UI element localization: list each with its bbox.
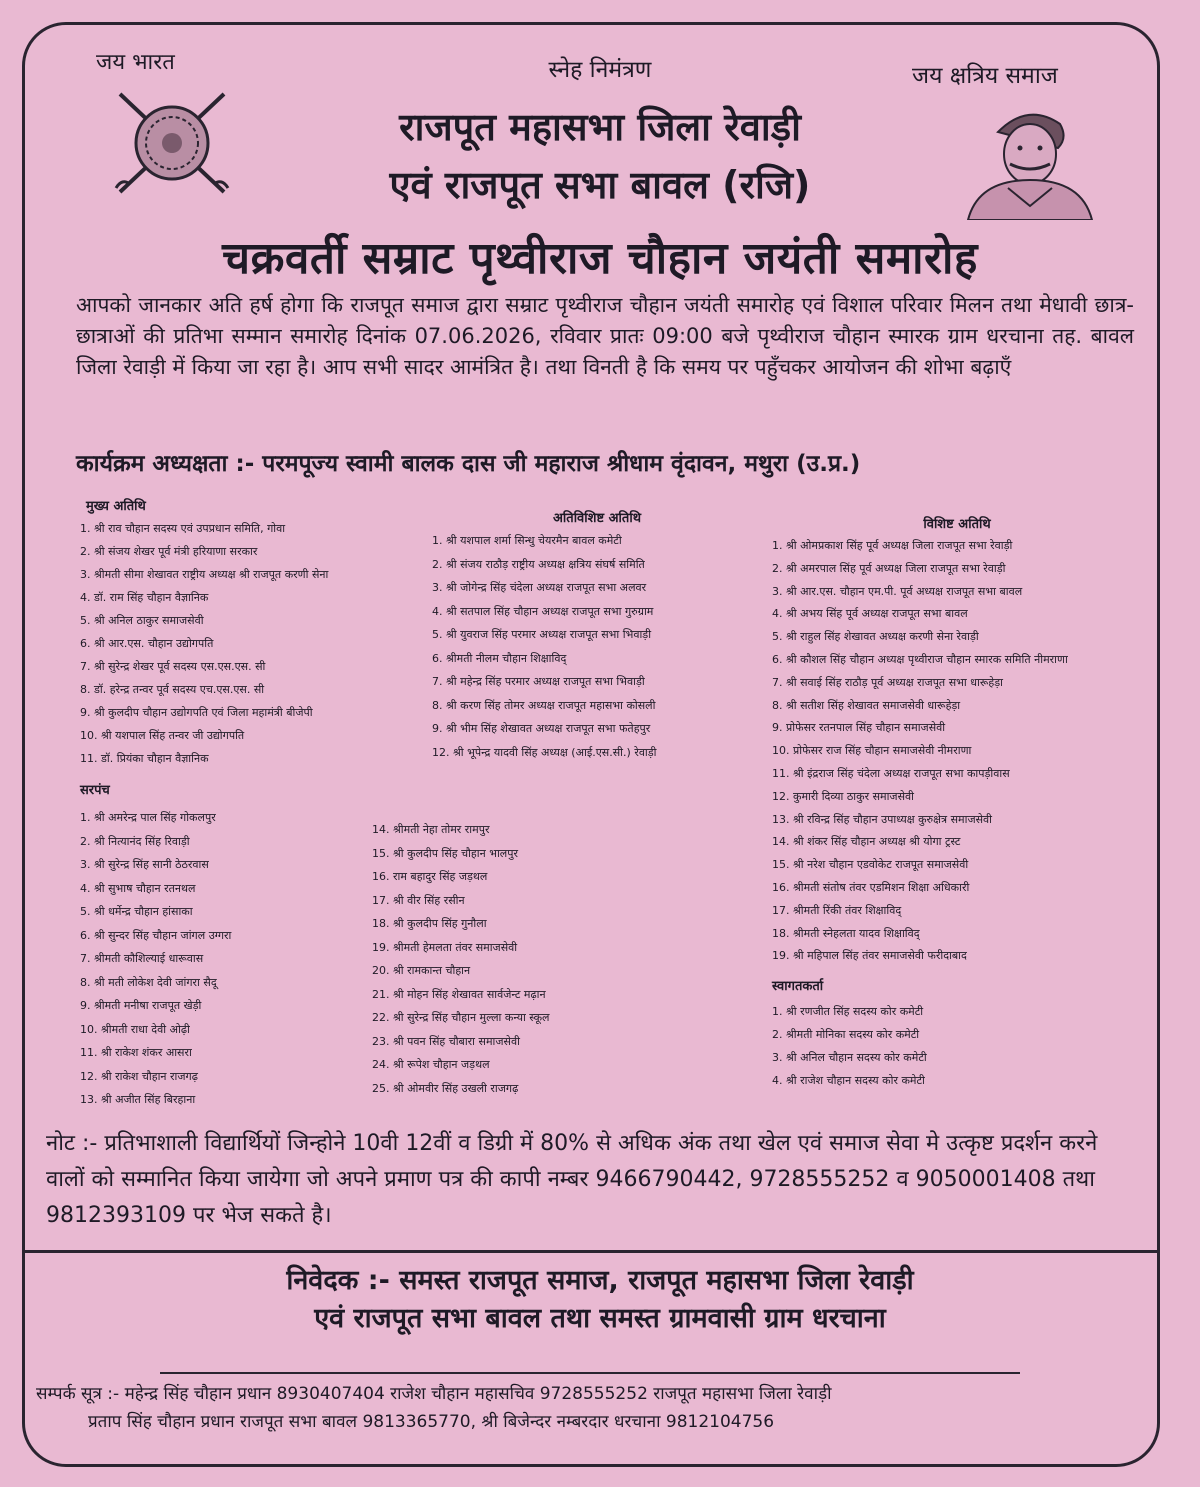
list-item: 1. श्री ओमप्रकाश सिंह पूर्व अध्यक्ष जिला राजपूत सभा रेवाड़ी <box>772 539 1013 552</box>
list-item: 12. श्री राकेश चौहान राजगढ़ <box>80 1069 198 1083</box>
chief-guests-section <box>80 496 420 770</box>
list-item: 16. राम बहादुर सिंह जड़थल <box>372 870 488 883</box>
list-item: 1. श्री राव चौहान सदस्य एवं उपप्रधान समिति, गोवा <box>80 522 286 535</box>
slogan-right: जय क्षत्रिय समाज <box>912 63 1058 89</box>
distinguished-guests-list <box>772 535 1142 968</box>
list-item: 2. श्री संजय राठौड़ राष्ट्रीय अध्यक्ष क्षत्रिय संघर्ष समिति <box>432 557 645 571</box>
list-item: 9. श्रीमती मनीषा राजपूत खेड़ी <box>80 999 202 1012</box>
special-guests-list <box>432 529 762 764</box>
list-item: 1. श्री रणजीत सिंह सदस्य कोर कमेटी <box>772 1005 924 1018</box>
list-item: 4. श्री सतपाल सिंह चौहान अध्यक्ष राजपूत सभा गुरुग्राम <box>432 604 654 618</box>
sarpanch-list-2 <box>372 818 692 1100</box>
section-title: स्वागतकर्ता <box>772 979 824 994</box>
organization-name-line1: राजपूत महासभा जिला रेवाड़ी <box>399 105 801 149</box>
list-item: 8. डॉ. हरेन्द्र तन्वर पूर्व सदस्य एच.एस.एस. सी <box>80 683 265 696</box>
note-paragraph: नोट :- प्रतिभाशाली विद्यार्थियों जिन्होने 10वी 12वीं व डिग्री में 80% से अधिक अंक तथा खेल एवं समाज सेवा मे उत्कृष्ट प्रदर्शन करने वालों को सम्मानित किया जायेगा जो अपने प्रमाण पत्र की कापी नम्बर 9466790442, 9728555252 व 9050001408 तथा 9812393109 पर भेज सकते है। <box>46 1131 1098 1228</box>
list-item: 20. श्री रामकान्त चौहान <box>372 964 471 977</box>
contact-line1: सम्पर्क सूत्र :- महेन्द्र सिंह चौहान प्रधान 8930407404 राजेश चौहान महासचिव 9728555252 राजपूत महासभा जिला रेवाड़ी <box>36 1384 832 1404</box>
list-item: 11. डॉ. प्रियंका चौहान वैज्ञानिक <box>80 752 209 765</box>
list-item: 15. श्री कुलदीप सिंह चौहान भालपुर <box>372 846 518 860</box>
list-item: 8. श्री करण सिंह तोमर अध्यक्ष राजपूत महासभा कोसली <box>432 698 656 712</box>
list-item: 3. श्री जोगेन्द्र सिंह चंदेला अध्यक्ष राजपूत सभा अलवर <box>432 581 647 594</box>
section-title: सरपंच <box>80 783 110 798</box>
sarpanch-section <box>80 780 380 1112</box>
list-item: 17. श्रीमती रिंकी तंवर शिक्षाविद् <box>772 903 902 917</box>
list-item: 24. श्री रूपेश चौहान जड़थल <box>372 1058 490 1071</box>
list-item: 12. कुमारी दिव्या ठाकुर समाजसेवी <box>772 789 914 803</box>
event-title: चक्रवर्ती सम्राट पृथ्वीराज चौहान जयंती समारोह <box>222 233 978 284</box>
list-item: 1. श्री अमरेन्द्र पाल सिंह गोकलपुर <box>80 811 216 824</box>
list-item: 6. श्री सुन्दर सिंह चौहान जांगल उग्गरा <box>80 928 232 942</box>
sarpanch-section-continued <box>372 818 692 1100</box>
list-item: 11. श्री राकेश शंकर आसरा <box>80 1046 192 1059</box>
list-item: 18. श्रीमती स्नेहलता यादव शिक्षाविद् <box>772 926 920 940</box>
list-item: 2. श्रीमती मोनिका सदस्य कोर कमेटी <box>772 1028 920 1041</box>
list-item: 12. श्री भूपेन्द्र यादवी सिंह अध्यक्ष (आई.एस.सी.) रेवाड़ी <box>432 745 657 759</box>
list-item: 10. श्री यशपाल सिंह तन्वर जी उद्योगपति <box>80 729 245 742</box>
nivedak-line1: निवेदक :- समस्त राजपूत समाज, राजपूत महासभा जिला रेवाड़ी <box>286 1265 914 1296</box>
list-item: 2. श्री नित्यानंद सिंह रिवाड़ी <box>80 834 190 848</box>
special-guests-section <box>432 508 762 764</box>
list-item: 3. श्री सुरेन्द्र सिंह सानी ठेठरवास <box>80 858 209 871</box>
contact-line2: प्रताप सिंह चौहान प्रधान राजपूत सभा बावल 9813365770, श्री बिजेन्दर नम्बरदार धरचाना 9812104756 <box>88 1412 775 1432</box>
section-title: अतिविशिष्ट अतिथि <box>552 511 641 526</box>
program-presidency: कार्यक्रम अध्यक्षता :- परमपूज्य स्वामी बालक दास जी महाराज श्रीधाम वृंदावन, मथुरा (उ.प्र.) <box>76 451 861 477</box>
list-item: 17. श्री वीर सिंह रसीन <box>372 893 465 907</box>
list-item: 1. श्री यशपाल शर्मा सिन्धु चेयरमैन बावल कमेटी <box>432 534 622 547</box>
list-item: 10. श्रीमती राधा देवी ओढ़ी <box>80 1022 190 1036</box>
distinguished-guests-section <box>772 514 1142 968</box>
list-item: 14. श्रीमती नेहा तोमर रामपुर <box>372 823 490 836</box>
list-item: 2. श्री संजय शेखर पूर्व मंत्री हरियाणा सरकार <box>80 545 258 558</box>
nivedak-underline <box>160 1372 1020 1374</box>
reception-section <box>772 976 1132 1092</box>
list-item: 23. श्री पवन सिंह चौबारा समाजसेवी <box>372 1034 520 1048</box>
reception-list <box>772 1000 1132 1092</box>
chief-guests-list <box>80 517 420 770</box>
list-item: 8. श्री सतीश सिंह शेखावत समाजसेवी धारूहेड़ा <box>772 698 961 712</box>
list-item: 5. श्री अनिल ठाकुर समाजसेवी <box>80 614 204 627</box>
list-item: 7. श्री सुरेन्द्र शेखर पूर्व सदस्य एस.एस.एस. सी <box>80 660 266 673</box>
list-item: 7. श्री सवाई सिंह राठौड़ पूर्व अध्यक्ष राजपूत सभा धारूहेड़ा <box>772 675 1003 689</box>
list-item: 4. श्री सुभाष चौहान रतनथल <box>80 881 196 895</box>
list-item: 8. श्री मती लोकेश देवी जांगरा सैदू <box>80 975 217 989</box>
list-item: 18. श्री कुलदीप सिंह गुनौला <box>372 917 487 930</box>
section-title: मुख्य अतिथि <box>86 499 146 514</box>
list-item: 5. श्री धर्मेन्द्र चौहान हांसाका <box>80 905 193 918</box>
list-item: 4. डॉ. राम सिंह चौहान वैज्ञानिक <box>80 591 209 604</box>
list-item: 5. श्री युवराज सिंह परमार अध्यक्ष राजपूत सभा भिवाड़ी <box>432 628 652 641</box>
list-item: 3. श्री अनिल चौहान सदस्य कोर कमेटी <box>772 1051 927 1064</box>
list-item: 13. श्री रविन्द्र सिंह चौहान उपाध्यक्ष कुरुक्षेत्र समाजसेवी <box>772 812 993 826</box>
list-item: 15. श्री नरेश चौहान एडवोकेट राजपूत समाजसेवी <box>772 858 969 872</box>
list-item: 16. श्रीमती संतोष तंवर एडमिशन शिक्षा अधिकारी <box>772 880 970 894</box>
list-item: 6. श्री आर.एस. चौहान उद्योगपति <box>80 637 214 650</box>
list-item: 6. श्री कौशल सिंह चौहान अध्यक्ष पृथ्वीराज चौहान स्मारक समिति नीमराणा <box>772 652 1068 666</box>
section-title: विशिष्ट अतिथि <box>923 517 991 532</box>
nivedak-block <box>0 1262 1200 1338</box>
contact-block <box>36 1380 1146 1436</box>
sarpanch-list-1 <box>80 806 380 1112</box>
list-item: 19. श्री महिपाल सिंह तंवर समाजसेवी फरीदाबाद <box>772 949 967 963</box>
list-item: 6. श्रीमती नीलम चौहान शिक्षाविद् <box>432 651 567 665</box>
list-item: 3. श्री आर.एस. चौहान एम.पी. पूर्व अध्यक्ष राजपूत सभा बावल <box>772 584 1023 598</box>
list-item: 9. श्री भीम सिंह शेखावत अध्यक्ष राजपूत सभा फतेहपुर <box>432 722 651 735</box>
list-item: 22. श्री सुरेन्द्र सिंह चौहान मुल्ला कन्या स्कूल <box>372 1011 550 1024</box>
invitation-label: स्नेह निमंत्रण <box>548 57 652 83</box>
list-item: 2. श्री अमरपाल सिंह पूर्व अध्यक्ष जिला राजपूत सभा रेवाड़ी <box>772 561 1006 575</box>
slogan-left: जय भारत <box>96 50 175 75</box>
list-item: 10. प्रोफेसर राज सिंह चौहान समाजसेवी नीमराणा <box>772 744 972 758</box>
list-item: 14. श्री शंकर सिंह चौहान अध्यक्ष श्री योगा ट्रस्ट <box>772 835 961 849</box>
list-item: 9. प्रोफेसर रतनपाल सिंह चौहान समाजसेवी <box>772 721 946 735</box>
list-item: 13. श्री अजीत सिंह बिरहाना <box>80 1093 196 1106</box>
list-item: 7. श्रीमती कौशिल्याई धारूवास <box>80 952 204 965</box>
list-item: 11. श्री इंद्रराज सिंह चंदेला अध्यक्ष राजपूत सभा कापड़ीवास <box>772 766 1010 780</box>
list-item: 5. श्री राहुल सिंह शेखावत अध्यक्ष करणी सेना रेवाड़ी <box>772 630 979 644</box>
list-item: 4. श्री अभय सिंह पूर्व अध्यक्ष राजपूत सभा बावल <box>772 607 968 621</box>
organization-name-line2: एवं राजपूत सभा बावल (रजि) <box>389 163 811 207</box>
section-divider <box>22 1250 1160 1253</box>
list-item: 19. श्रीमती हेमलता तंवर समाजसेवी <box>372 940 518 954</box>
list-item: 7. श्री महेन्द्र सिंह परमार अध्यक्ष राजपूत सभा भिवाड़ी <box>432 675 645 688</box>
list-item: 25. श्री ओमवीर सिंह उखली राजगढ़ <box>372 1081 519 1095</box>
list-item: 3. श्रीमती सीमा शेखावत राष्ट्रीय अध्यक्ष श्री राजपूत करणी सेना <box>80 568 329 581</box>
list-item: 4. श्री राजेश चौहान सदस्य कोर कमेटी <box>772 1074 925 1087</box>
intro-paragraph: आपको जानकार अति हर्ष होगा कि राजपूत समाज द्वारा सम्राट पृथ्वीराज चौहान जयंती समारोह एवं विशाल परिवार मिलन तथा मेधावी छात्र-छात्राओं की प्रतिभा सम्मान समारोह दिनांक 07.06.2026, रविवार प्रातः 09:00 बजे पृथ्वीराज चौहान स्मारक ग्राम धरचाना तह. बावल जिला रेवाड़ी में किया जा रहा है। आप सभी सादर आमंत्रित है। तथा विनती है कि समय पर पहुँचकर आयोजन की शोभा बढ़ाएँ <box>76 293 1134 379</box>
list-item: 21. श्री मोहन सिंह शेखावत सार्वजेन्ट मढ़ान <box>372 987 546 1001</box>
list-item: 9. श्री कुलदीप चौहान उद्योगपति एवं जिला महामंत्री बीजेपी <box>80 706 313 719</box>
nivedak-line2: एवं राजपूत सभा बावल तथा समस्त ग्रामवासी ग्राम धरचाना <box>314 1303 886 1334</box>
